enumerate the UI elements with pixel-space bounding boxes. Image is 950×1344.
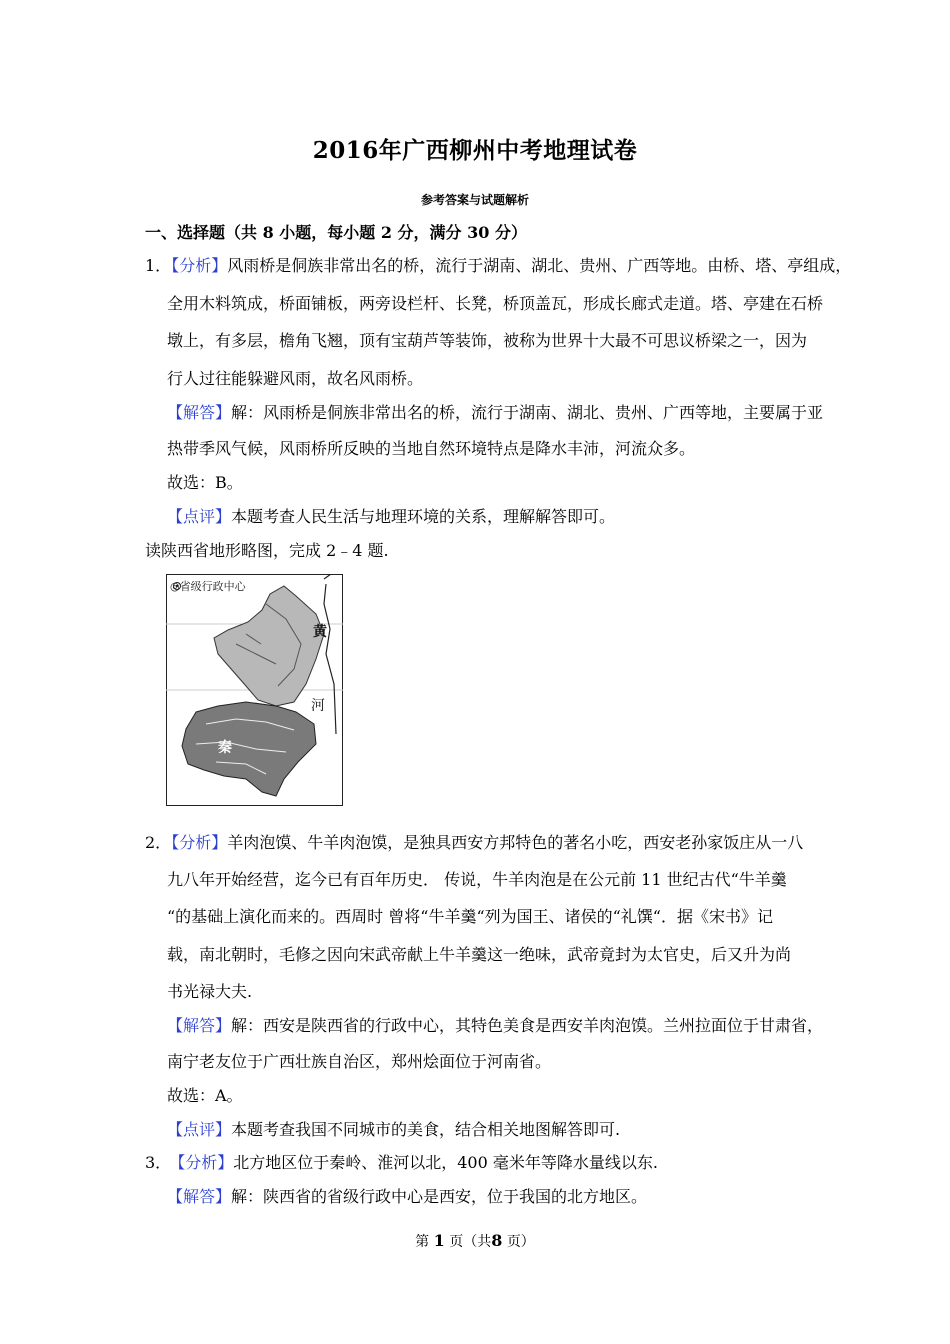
- map-label-he: 河: [311, 698, 325, 714]
- page-title: 2016年广西柳州中考地理试卷: [312, 137, 638, 164]
- q1-choice: 故选：B。: [167, 473, 243, 492]
- q2-choice: 故选：A。: [167, 1086, 243, 1105]
- q2-analysis-line-4: 载，南北朝时，毛修之因向宋武帝献上牛羊羹这一绝味，武帝竟封为太官史，后又升为尚: [167, 945, 792, 964]
- q3-analysis: 3． 【分析】北方地区位于秦岭、淮河以北，400 毫米年等降水量线以东.: [145, 1153, 658, 1172]
- answer-tag: 【解答】: [167, 1016, 232, 1035]
- q2-analysis-line-3: “的基础上演化而来的。西周时 曾将“牛羊羹“列为国王、诸侯的“礼馔“．据《宋书》记: [167, 907, 773, 926]
- review-tag: 【点评】: [167, 507, 232, 526]
- q3-answer: 【解答】解：陕西省的省级行政中心是西安，位于我国的北方地区。: [167, 1187, 648, 1206]
- analysis-tag: 【分析】: [177, 1153, 234, 1172]
- q1-analysis-line-1: 1．【分析】风雨桥是侗族非常出名的桥，流行于湖南、湖北、贵州、广西等地。由桥、塔、亭组成，: [145, 256, 852, 275]
- map-label-huang: 黄: [313, 624, 327, 640]
- q2-answer-line-1: 【解答】解：西安是陕西省的行政中心，其特色美食是西安羊肉泡馍。兰州拉面位于甘肃省，: [167, 1016, 824, 1035]
- map-label-qin: 秦: [218, 740, 232, 756]
- section-heading: 一、选择题（共 8 小题，每小题 2 分，满分 30 分）: [145, 223, 527, 242]
- map-legend: ◎省级行政中心: [170, 580, 246, 593]
- shaanxi-terrain-map: [166, 574, 343, 806]
- q1-review: 【点评】本题考查人民生活与地理环境的关系，理解解答即可。: [167, 507, 616, 526]
- q2-analysis-line-5: 书光禄大夫.: [167, 982, 253, 1001]
- analysis-tag: 【分析】: [171, 833, 228, 852]
- review-tag: 【点评】: [167, 1120, 232, 1139]
- q2-analysis-line-1: 2．【分析】羊肉泡馍、牛羊肉泡馍，是独具西安方邦特色的著名小吃，西安老孙家饭庄从一八: [145, 833, 804, 852]
- analysis-tag: 【分析】: [171, 256, 228, 275]
- q1-answer-line-2: 热带季风气候，风雨桥所反映的当地自然环境特点是降水丰沛，河流众多。: [167, 439, 696, 458]
- q1-analysis-line-2: 全用木料筑成，桥面铺板，两旁设栏杆、长凳，桥顶盖瓦，形成长廊式走道。塔、亭建在石桥: [167, 294, 824, 313]
- q2-analysis-line-2: 九八年开始经营，迄今已有百年历史． 传说，牛羊肉泡是在公元前 11 世纪古代“牛羊羹: [167, 870, 787, 889]
- intro-text: 读陕西省地形略图，完成 2﹣4 题.: [145, 541, 389, 560]
- answer-tag: 【解答】: [167, 403, 232, 422]
- q2-answer-line-2: 南宁老友位于广西壮族自治区，郑州烩面位于河南省。: [167, 1052, 552, 1071]
- page-footer: 第 1 页（共8 页）: [415, 1231, 535, 1250]
- current-page-number: 1: [433, 1231, 445, 1250]
- q1-analysis-line-3: 墩上，有多层，檐角飞翘，顶有宝葫芦等装饰，被称为世界十大最不可思议桥梁之一，因为: [167, 331, 808, 350]
- q1-analysis-line-4: 行人过往能躲避风雨，故名风雨桥。: [167, 369, 424, 388]
- q1-answer-line-1: 【解答】解：风雨桥是侗族非常出名的桥，流行于湖南、湖北、贵州、广西等地，主要属于亚: [167, 403, 824, 422]
- page-subtitle: 参考答案与试题解析: [420, 193, 529, 207]
- answer-tag: 【解答】: [167, 1187, 232, 1206]
- q2-review: 【点评】本题考查我国不同城市的美食，结合相关地图解答即可.: [167, 1120, 621, 1139]
- total-page-number: 8: [491, 1231, 503, 1250]
